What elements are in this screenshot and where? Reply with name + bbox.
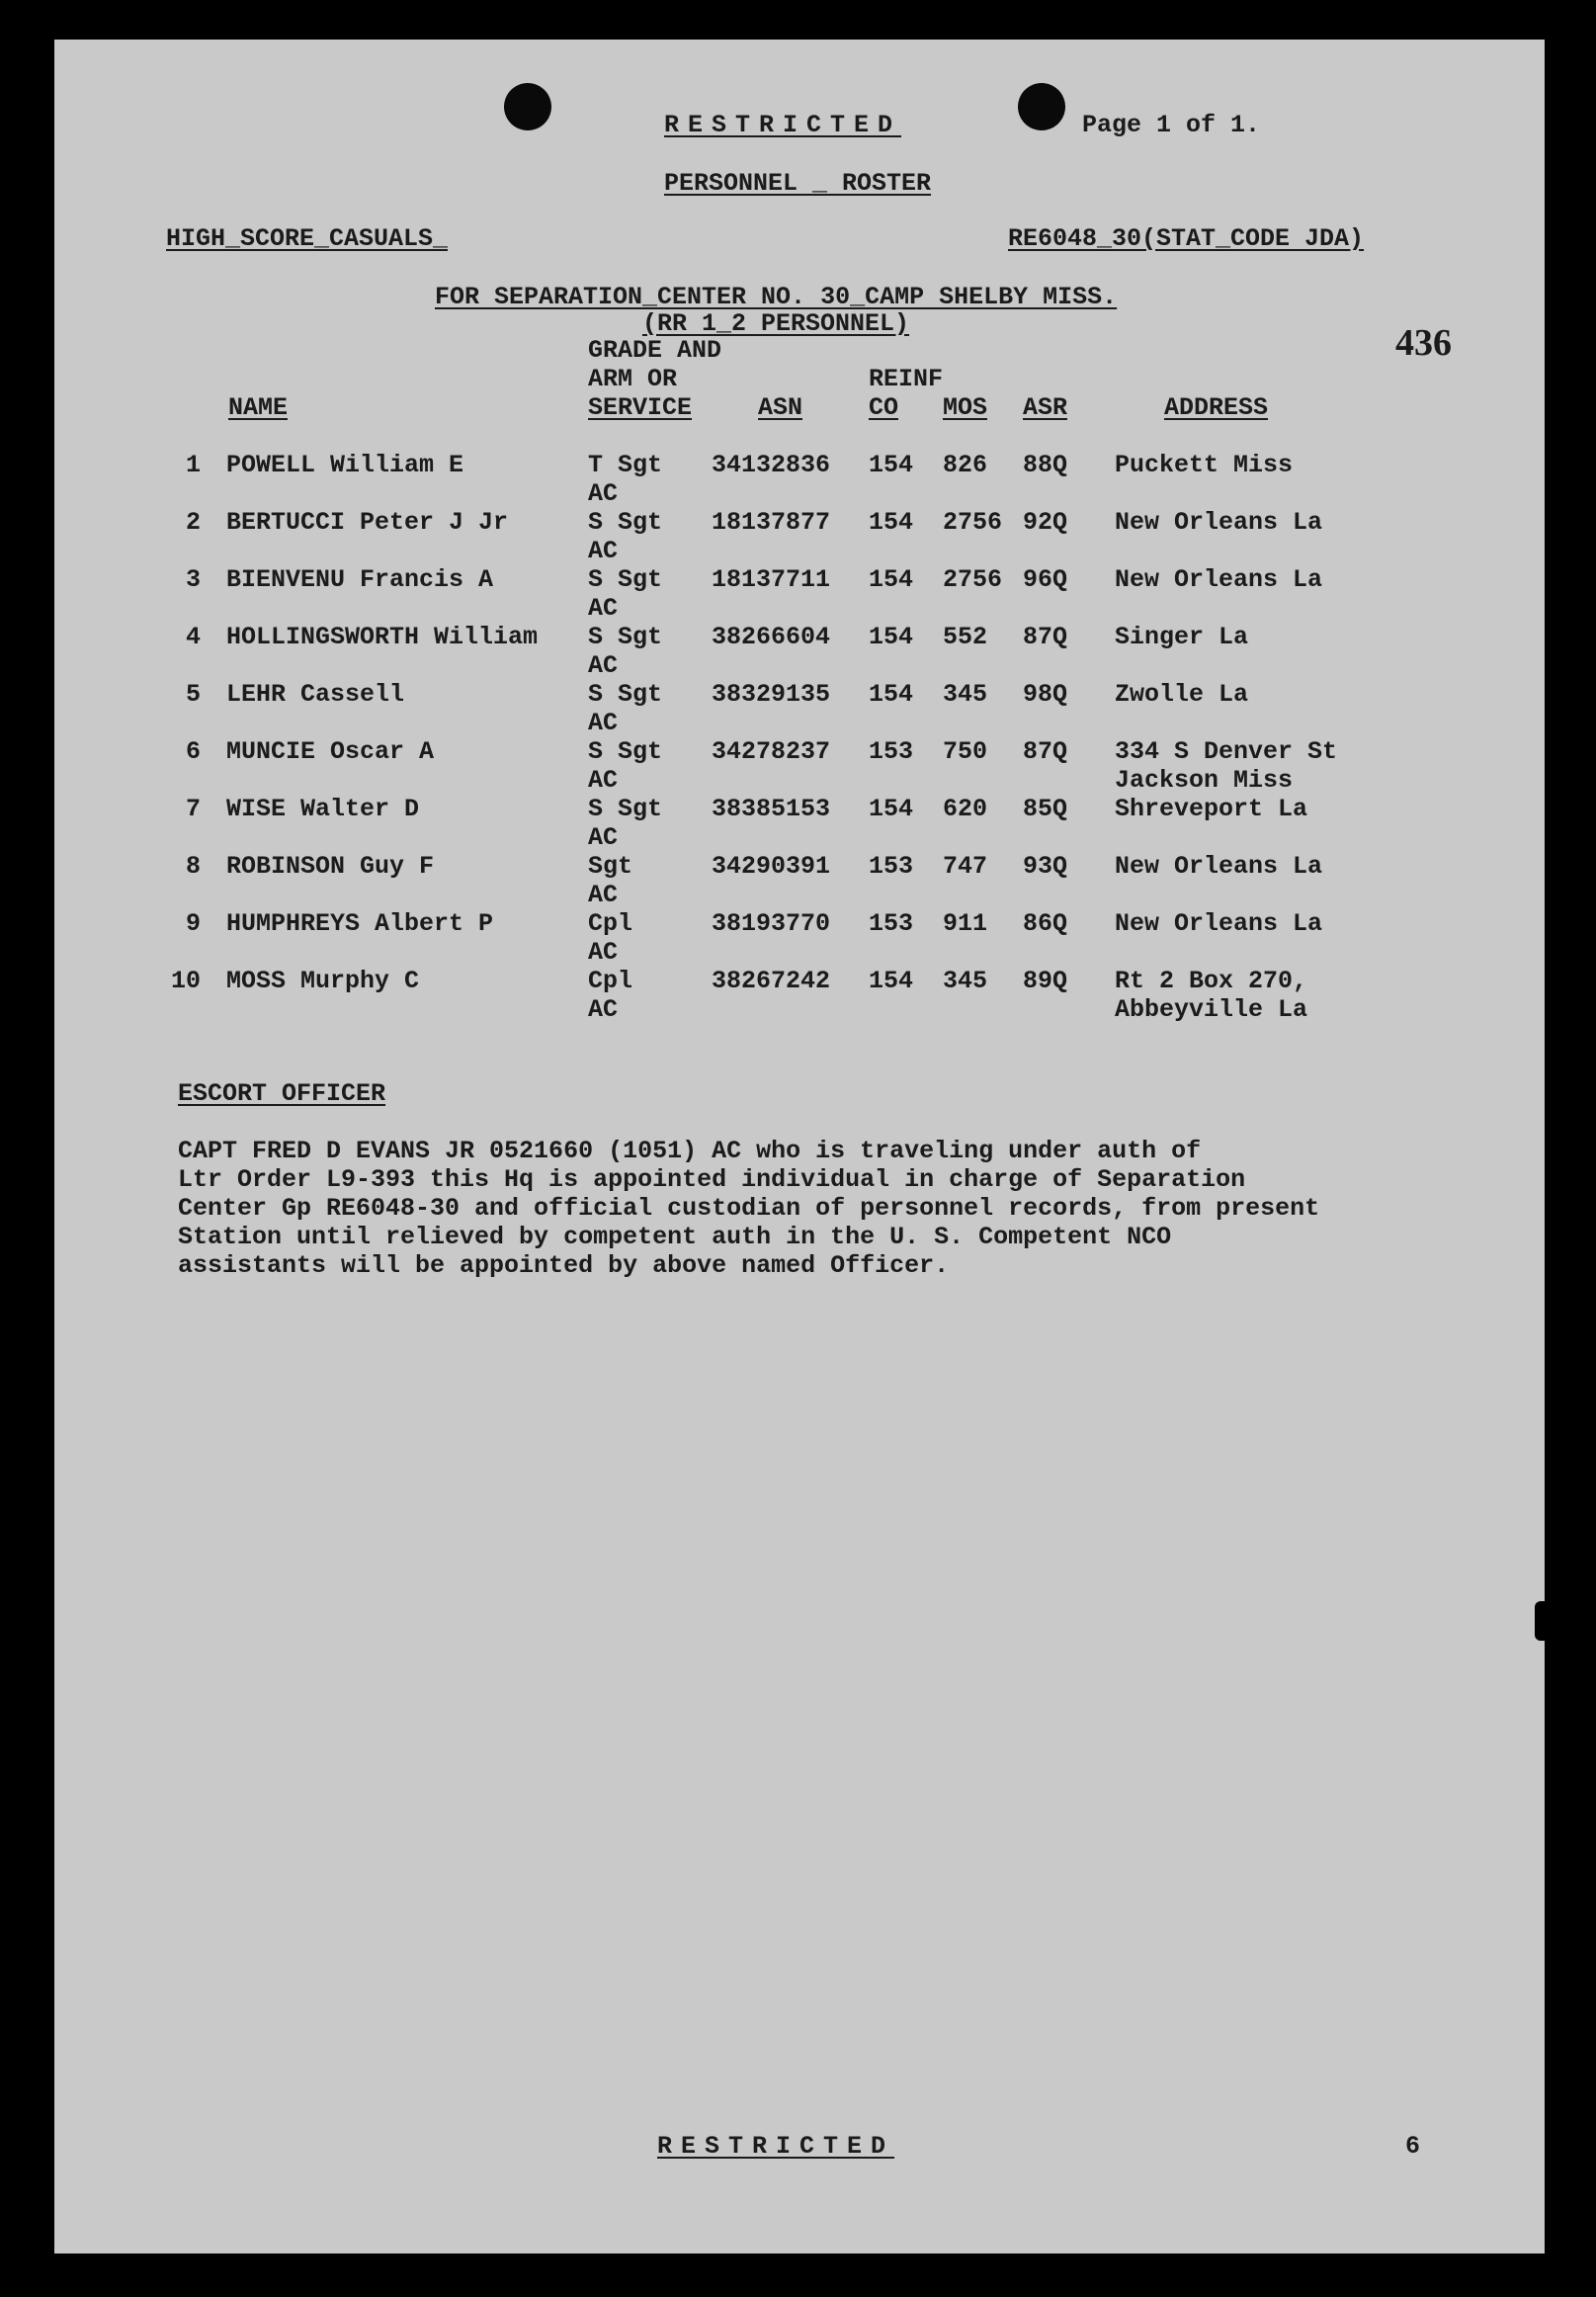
row-address-line1: 334 S Denver St [1115,737,1338,766]
row-name: LEHR Cassell [226,680,405,709]
row-asn: 34290391 [712,852,831,881]
row-address-line1: Rt 2 Box 270, [1115,967,1308,995]
col-name: NAME [228,393,289,422]
row-address-line1: New Orleans La [1115,909,1323,938]
row-address-line1: Puckett Miss [1115,451,1294,479]
row-co: 154 [869,451,914,479]
unit-name: HIGH_SCORE_CASUALS_ [166,224,449,253]
col-asr: ASR [1023,393,1068,422]
row-number: 1 [185,451,201,479]
row-number: 8 [185,852,201,881]
row-mos: 747 [943,852,988,881]
row-co: 153 [869,909,914,938]
row-arm: AC [588,594,619,623]
row-asr: 92Q [1023,508,1068,537]
punch-hole-left [504,83,551,130]
row-address-line2: Jackson Miss [1115,766,1294,795]
row-co: 153 [869,737,914,766]
row-asr: 87Q [1023,623,1068,651]
row-asn: 38329135 [712,680,831,709]
row-co: 153 [869,852,914,881]
row-co: 154 [869,508,914,537]
row-address-line2: Abbeyville La [1115,995,1308,1024]
col-grade-line2: ARM OR [588,365,678,393]
col-reinf: REINF [869,365,944,393]
row-name: WISE Walter D [226,795,420,823]
row-grade: S Sgt [588,795,663,823]
row-mos: 826 [943,451,988,479]
row-asn: 38267242 [712,967,831,995]
row-name: BERTUCCI Peter J Jr [226,508,509,537]
col-address: ADDRESS [1164,393,1269,422]
escort-heading: ESCORT OFFICER [178,1079,386,1108]
row-mos: 2756 [943,508,1003,537]
row-address-line1: Zwolle La [1115,680,1249,709]
row-address-line1: New Orleans La [1115,565,1323,594]
row-address-line1: New Orleans La [1115,508,1323,537]
row-number: 3 [185,565,201,594]
row-arm: AC [588,995,619,1024]
row-name: MOSS Murphy C [226,967,420,995]
roster-document [54,40,1545,2254]
stamp-number: 436 [1395,322,1452,364]
row-asn: 38266604 [712,623,831,651]
row-arm: AC [588,823,619,852]
sub-destination: (RR 1_2 PERSONNEL) [642,309,910,338]
row-name: ROBINSON Guy F [226,852,435,881]
row-arm: AC [588,709,619,737]
col-grade-line1: GRADE AND [588,336,722,365]
page-label: Page 1 of 1. [1082,111,1261,139]
row-number: 9 [185,909,201,938]
col-co: CO [869,393,899,422]
row-grade: S Sgt [588,680,663,709]
row-number: 6 [185,737,201,766]
row-asn: 18137877 [712,508,831,537]
row-co: 154 [869,565,914,594]
document-title: PERSONNEL _ ROSTER [664,169,932,198]
col-grade-line3: SERVICE [588,393,693,422]
row-grade: Cpl [588,967,633,995]
row-mos: 750 [943,737,988,766]
row-name: HOLLINGSWORTH William [226,623,539,651]
row-name: MUNCIE Oscar A [226,737,435,766]
row-asr: 86Q [1023,909,1068,938]
row-mos: 911 [943,909,988,938]
row-grade: T Sgt [588,451,663,479]
row-co: 154 [869,967,914,995]
row-grade: S Sgt [588,508,663,537]
row-asn: 18137711 [712,565,831,594]
row-co: 154 [869,623,914,651]
row-number: 5 [185,680,201,709]
row-name: HUMPHREYS Albert P [226,909,494,938]
row-grade: S Sgt [588,623,663,651]
row-asn: 34278237 [712,737,831,766]
row-asr: 88Q [1023,451,1068,479]
row-asr: 87Q [1023,737,1068,766]
row-mos: 552 [943,623,988,651]
row-arm: AC [588,537,619,565]
row-arm: AC [588,938,619,967]
torn-edge [1535,1601,1549,1641]
row-arm: AC [588,651,619,680]
row-address-line1: Shreveport La [1115,795,1308,823]
row-arm: AC [588,479,619,508]
corner-mark: 6 [1405,2132,1421,2161]
row-grade: S Sgt [588,565,663,594]
row-mos: 2756 [943,565,1003,594]
col-asn: ASN [758,393,803,422]
row-asn: 38193770 [712,909,831,938]
punch-hole-right [1018,83,1065,130]
row-number: 10 [170,967,201,995]
row-grade: Cpl [588,909,633,938]
row-address-line1: Singer La [1115,623,1249,651]
row-arm: AC [588,766,619,795]
classification-top: RESTRICTED [664,111,902,139]
row-number: 7 [185,795,201,823]
row-name: BIENVENU Francis A [226,565,494,594]
row-asr: 98Q [1023,680,1068,709]
row-asr: 93Q [1023,852,1068,881]
row-asr: 89Q [1023,967,1068,995]
row-number: 2 [185,508,201,537]
row-mos: 345 [943,680,988,709]
row-co: 154 [869,795,914,823]
row-asr: 85Q [1023,795,1068,823]
row-co: 154 [869,680,914,709]
classification-bottom: RESTRICTED [657,2132,895,2161]
row-mos: 345 [943,967,988,995]
row-grade: S Sgt [588,737,663,766]
row-arm: AC [588,881,619,909]
row-address-line1: New Orleans La [1115,852,1323,881]
row-asr: 96Q [1023,565,1068,594]
destination: FOR SEPARATION_CENTER NO. 30_CAMP SHELBY MISS. [435,283,1118,311]
row-mos: 620 [943,795,988,823]
group-code: RE6048_30(STAT_CODE JDA) [1008,224,1365,253]
row-number: 4 [185,623,201,651]
col-mos: MOS [943,393,988,422]
escort-paragraph: CAPT FRED D EVANS JR 0521660 (1051) AC who is traveling under auth of Ltr Order L9-393 this Hq is appointed individual in charge of Separation Center Gp RE6048-30 and official custodian of personnel records, from present Station until relieved by competent auth in the U. S. Competent NCO assistants will be appointed by above named Officer. [178,1137,1320,1280]
row-grade: Sgt [588,852,633,881]
row-asn: 38385153 [712,795,831,823]
row-name: POWELL William E [226,451,464,479]
row-asn: 34132836 [712,451,831,479]
